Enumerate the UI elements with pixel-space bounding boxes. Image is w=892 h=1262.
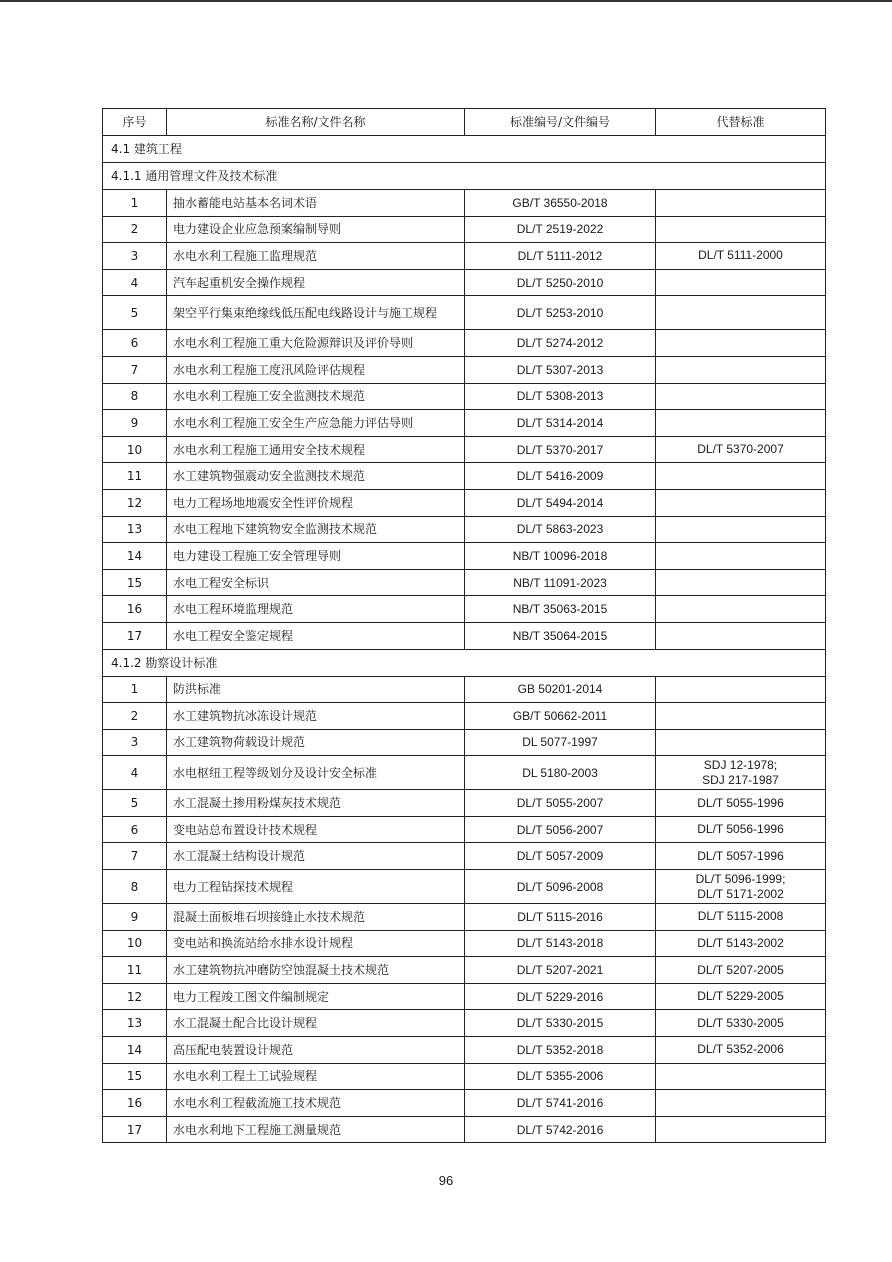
table-row <box>103 436 826 463</box>
table-row <box>103 756 826 790</box>
row-number: 1 <box>103 676 167 703</box>
row-number: 8 <box>103 383 167 410</box>
table-row <box>103 463 826 490</box>
standard-code: NB/T 35063-2015 <box>465 596 656 623</box>
standard-code: DL/T 5274-2012 <box>465 330 656 357</box>
standard-name: 水电工程地下建筑物安全监测技术规范 <box>167 516 465 543</box>
standard-code: DL/T 2519-2022 <box>465 216 656 243</box>
row-number: 8 <box>103 870 167 904</box>
replaced-standard <box>656 436 826 463</box>
replaced-standard <box>656 983 826 1010</box>
standard-code: DL/T 5314-2014 <box>465 410 656 437</box>
replaced-standard-code: DL/T 5143-2002 <box>697 935 784 950</box>
table-row <box>103 1037 826 1064</box>
row-number: 13 <box>103 516 167 543</box>
replaced-standard-code: DL/T 5111-2000 <box>698 248 783 263</box>
standard-code: DL/T 5308-2013 <box>465 383 656 410</box>
standard-code: DL/T 5416-2009 <box>465 463 656 490</box>
row-number: 12 <box>103 489 167 516</box>
replaced-standard <box>656 1037 826 1064</box>
standard-code: DL/T 5253-2010 <box>465 296 656 330</box>
standard-code: DL/T 5055-2007 <box>465 790 656 817</box>
row-number: 11 <box>103 957 167 984</box>
row-number: 7 <box>103 843 167 870</box>
table-row <box>103 596 826 623</box>
standard-name: 电力工程场地地震安全性评价规程 <box>167 489 465 516</box>
table-row <box>103 1010 826 1037</box>
replaced-standard <box>656 930 826 957</box>
standard-name: 水工混凝土结构设计规范 <box>167 843 465 870</box>
row-number: 5 <box>103 296 167 330</box>
standards-table <box>102 108 826 1143</box>
standard-code: DL/T 5143-2018 <box>465 930 656 957</box>
standard-code: DL/T 5863-2023 <box>465 516 656 543</box>
replaced-standard <box>656 296 826 330</box>
standard-name: 水工建筑物荷载设计规范 <box>167 729 465 756</box>
replaced-standard-code: DL/T 5207-2005 <box>697 962 784 977</box>
section-row <box>103 649 826 676</box>
table-row <box>103 816 826 843</box>
standard-name: 防洪标准 <box>167 676 465 703</box>
replaced-standard <box>656 330 826 357</box>
table-row <box>103 330 826 357</box>
replaced-standard <box>656 216 826 243</box>
standard-code: NB/T 35064-2015 <box>465 622 656 649</box>
row-number: 2 <box>103 216 167 243</box>
row-number: 16 <box>103 1090 167 1117</box>
table-row <box>103 216 826 243</box>
replaced-standard <box>656 516 826 543</box>
table-row <box>103 622 826 649</box>
replaced-standard <box>656 703 826 730</box>
replaced-standard-code: DL/T 5229-2005 <box>697 989 784 1004</box>
row-number: 15 <box>103 1063 167 1090</box>
replaced-standard <box>656 756 826 790</box>
row-number: 14 <box>103 543 167 570</box>
row-number: 7 <box>103 356 167 383</box>
standard-code: DL/T 5494-2014 <box>465 489 656 516</box>
standard-code: DL/T 5352-2018 <box>465 1037 656 1064</box>
standard-name: 变电站总布置设计技术规程 <box>167 816 465 843</box>
replaced-standard <box>656 463 826 490</box>
standard-code: DL/T 5307-2013 <box>465 356 656 383</box>
row-number: 10 <box>103 930 167 957</box>
replaced-standard <box>656 489 826 516</box>
standard-code: DL/T 5096-2008 <box>465 870 656 904</box>
replaced-standard <box>656 1090 826 1117</box>
replaced-standard <box>656 569 826 596</box>
row-number: 9 <box>103 410 167 437</box>
row-number: 6 <box>103 816 167 843</box>
replaced-standard-code: DL/T 5096-1999; <box>695 871 786 886</box>
standard-name: 水电水利工程施工安全监测技术规范 <box>167 383 465 410</box>
replaced-standard <box>656 543 826 570</box>
standard-name: 高压配电装置设计规范 <box>167 1037 465 1064</box>
table-row <box>103 356 826 383</box>
replaced-standard-code: DL/T 5370-2007 <box>697 442 784 457</box>
section-title: 4.1 建筑工程 <box>103 136 826 163</box>
standard-code: GB/T 36550-2018 <box>465 190 656 217</box>
standard-name: 水电枢纽工程等级划分及设计安全标准 <box>167 756 465 790</box>
row-number: 6 <box>103 330 167 357</box>
replaced-standard <box>656 596 826 623</box>
standard-code: DL/T 5330-2015 <box>465 1010 656 1037</box>
top-border-line <box>0 0 892 2</box>
standard-code: DL/T 5370-2017 <box>465 436 656 463</box>
table-row <box>103 269 826 296</box>
table-row <box>103 729 826 756</box>
row-number: 4 <box>103 269 167 296</box>
replaced-standard <box>656 410 826 437</box>
header-replaces: 代替标准 <box>656 109 826 136</box>
table-row <box>103 569 826 596</box>
table-row <box>103 676 826 703</box>
row-number: 1 <box>103 190 167 217</box>
row-number: 17 <box>103 1116 167 1143</box>
table-body <box>103 136 826 1143</box>
standard-code: GB/T 50662-2011 <box>465 703 656 730</box>
standard-name: 水电水利工程施工度汛风险评估规程 <box>167 356 465 383</box>
table-row <box>103 243 826 270</box>
replaced-standard <box>656 676 826 703</box>
row-number: 2 <box>103 703 167 730</box>
row-number: 9 <box>103 904 167 931</box>
standard-name: 电力工程竣工图文件编制规定 <box>167 983 465 1010</box>
table-row <box>103 410 826 437</box>
standard-code: NB/T 11091-2023 <box>465 569 656 596</box>
standard-code: DL/T 5111-2012 <box>465 243 656 270</box>
table-row <box>103 1116 826 1143</box>
row-number: 15 <box>103 569 167 596</box>
replaced-standard <box>656 843 826 870</box>
standard-code: NB/T 10096-2018 <box>465 543 656 570</box>
replaced-standard <box>656 269 826 296</box>
standard-name: 变电站和换流站给水排水设计规程 <box>167 930 465 957</box>
replaced-standard-code: SDJ 217-1987 <box>702 772 779 787</box>
table-row <box>103 1090 826 1117</box>
replaced-standard <box>656 790 826 817</box>
replaced-standard-code: SDJ 12-1978; <box>703 757 778 772</box>
replaced-standard <box>656 904 826 931</box>
replaced-standard-code: DL/T 5055-1996 <box>697 795 784 810</box>
standard-name: 水工建筑物强震动安全监测技术规范 <box>167 463 465 490</box>
section-title: 4.1.1 通用管理文件及技术标准 <box>103 163 826 190</box>
replaced-standard-code: DL/T 5056-1996 <box>697 822 784 837</box>
replaced-standard <box>656 957 826 984</box>
row-number: 4 <box>103 756 167 790</box>
replaced-standard <box>656 383 826 410</box>
standard-name: 水工混凝土配合比设计规程 <box>167 1010 465 1037</box>
standard-name: 水电水利工程施工监理规范 <box>167 243 465 270</box>
section-title: 4.1.2 勘察设计标准 <box>103 649 826 676</box>
standard-code: DL/T 5741-2016 <box>465 1090 656 1117</box>
standard-name: 电力工程钻探技术规程 <box>167 870 465 904</box>
table-row <box>103 1063 826 1090</box>
replaced-standard <box>656 1010 826 1037</box>
section-row <box>103 163 826 190</box>
standard-code: DL/T 5742-2016 <box>465 1116 656 1143</box>
replaced-standard <box>656 243 826 270</box>
standard-code: GB 50201-2014 <box>465 676 656 703</box>
row-number: 12 <box>103 983 167 1010</box>
table-row <box>103 489 826 516</box>
replaced-standard <box>656 816 826 843</box>
standard-name: 水电水利工程土工试验规程 <box>167 1063 465 1090</box>
table-header-row <box>103 109 826 136</box>
row-number: 17 <box>103 622 167 649</box>
standard-name: 水电工程安全标识 <box>167 569 465 596</box>
replaced-standard <box>656 356 826 383</box>
table-row <box>103 843 826 870</box>
section-row <box>103 136 826 163</box>
standard-code: DL/T 5056-2007 <box>465 816 656 843</box>
standard-name: 水电水利工程施工重大危险源辩识及评价导则 <box>167 330 465 357</box>
row-number: 13 <box>103 1010 167 1037</box>
table-row <box>103 516 826 543</box>
table-row <box>103 383 826 410</box>
row-number: 16 <box>103 596 167 623</box>
standard-name: 水电水利工程截流施工技术规范 <box>167 1090 465 1117</box>
row-number: 5 <box>103 790 167 817</box>
standard-code: DL 5077-1997 <box>465 729 656 756</box>
standard-code: DL/T 5355-2006 <box>465 1063 656 1090</box>
standard-code: DL/T 5207-2021 <box>465 957 656 984</box>
standard-name: 水电水利工程施工安全生产应急能力评估导则 <box>167 410 465 437</box>
row-number: 3 <box>103 729 167 756</box>
row-number: 11 <box>103 463 167 490</box>
replaced-standard <box>656 729 826 756</box>
replaced-standard-code: DL/T 5352-2006 <box>697 1042 784 1057</box>
standard-name: 水电工程安全鉴定规程 <box>167 622 465 649</box>
replaced-standard-code: DL/T 5171-2002 <box>697 886 784 901</box>
standard-name: 水工建筑物抗冲磨防空蚀混凝土技术规范 <box>167 957 465 984</box>
standard-name: 水工建筑物抗冰冻设计规范 <box>167 703 465 730</box>
standard-name: 水电水利地下工程施工测量规范 <box>167 1116 465 1143</box>
standard-code: DL/T 5057-2009 <box>465 843 656 870</box>
replaced-standard <box>656 1116 826 1143</box>
row-number: 3 <box>103 243 167 270</box>
table-row <box>103 703 826 730</box>
table-row <box>103 904 826 931</box>
standard-code: DL/T 5250-2010 <box>465 269 656 296</box>
replaced-standard-code: DL/T 5115-2008 <box>697 909 784 924</box>
table-row <box>103 957 826 984</box>
page-number: 96 <box>438 1173 454 1188</box>
replaced-standard <box>656 190 826 217</box>
replaced-standard-code: DL/T 5057-1996 <box>697 848 784 863</box>
table-row <box>103 296 826 330</box>
row-number: 10 <box>103 436 167 463</box>
replaced-standard <box>656 870 826 904</box>
replaced-standard-code: DL/T 5330-2005 <box>697 1015 784 1030</box>
table-row <box>103 930 826 957</box>
standard-name: 架空平行集束绝缘线低压配电线路设计与施工规程 <box>167 296 465 330</box>
standard-name: 水电水利工程施工通用安全技术规程 <box>167 436 465 463</box>
header-code: 标准编号/文件编号 <box>465 109 656 136</box>
table-row <box>103 870 826 904</box>
header-num: 序号 <box>103 109 167 136</box>
row-number: 14 <box>103 1037 167 1064</box>
table-row <box>103 190 826 217</box>
table-row <box>103 543 826 570</box>
replaced-standard <box>656 622 826 649</box>
standard-code: DL 5180-2003 <box>465 756 656 790</box>
standard-name: 抽水蓄能电站基本名词术语 <box>167 190 465 217</box>
standard-name: 混凝土面板堆石坝接缝止水技术规范 <box>167 904 465 931</box>
standard-name: 电力建设工程施工安全管理导则 <box>167 543 465 570</box>
standard-name: 水工混凝土掺用粉煤灰技术规范 <box>167 790 465 817</box>
standard-name: 水电工程环境监理规范 <box>167 596 465 623</box>
replaced-standard <box>656 1063 826 1090</box>
standard-code: DL/T 5229-2016 <box>465 983 656 1010</box>
table-row <box>103 790 826 817</box>
table-row <box>103 983 826 1010</box>
standard-name: 汽车起重机安全操作规程 <box>167 269 465 296</box>
standard-code: DL/T 5115-2016 <box>465 904 656 931</box>
standard-name: 电力建设企业应急预案编制导则 <box>167 216 465 243</box>
header-name: 标准名称/文件名称 <box>167 109 465 136</box>
